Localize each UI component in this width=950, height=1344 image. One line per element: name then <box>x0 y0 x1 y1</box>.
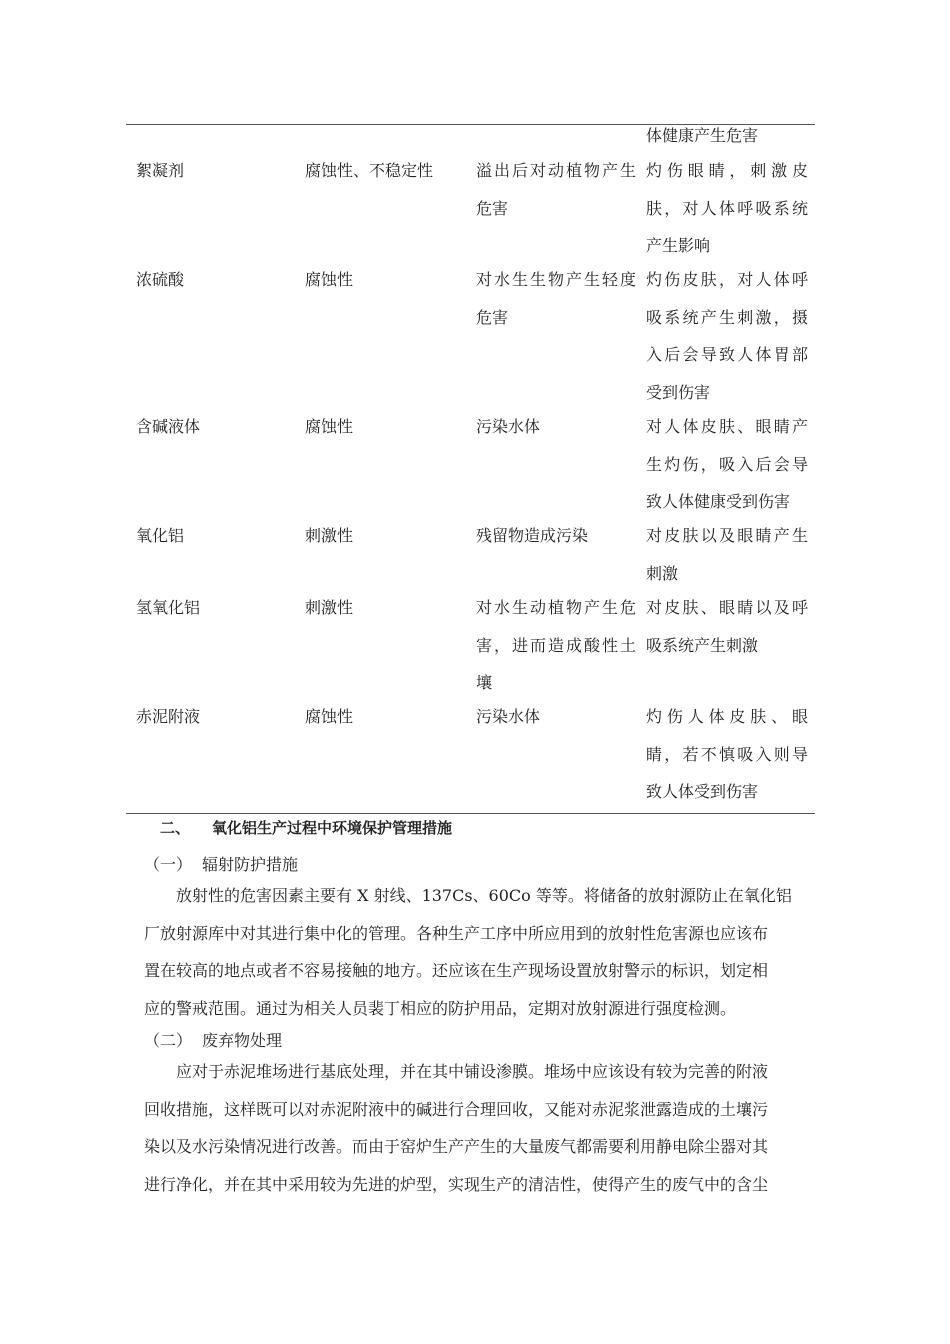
paragraph-waste <box>144 1053 810 1203</box>
subsection-heading: 辐射防护措施 <box>202 855 299 874</box>
paragraph-line: 应对于赤泥堆场进行基底处理，并在其中铺设渗膜。堆场中应该设有较为完善的附液 <box>144 1062 769 1081</box>
paragraph-line: 应的警戒范围。通过为相关人员裴丁相应的防护用品，定期对放射源进行强度检测。 <box>144 998 737 1018</box>
cell-name: 氢氧化铝 <box>136 598 201 617</box>
cell-human: 对皮肤、眼睛以及呼 吸系统产生刺激 <box>646 598 808 655</box>
paragraph-line: 厂放射源库中对其进行集中化的管理。各种生产工序中所应用到的放射性危害源也应该布 <box>144 923 769 943</box>
subsection-number: （二） <box>144 1031 193 1050</box>
paragraph-line: 染以及水污染情况进行改善。而由于窑炉生产产生的大量废气都需要利用静电除尘器对其 <box>144 1137 769 1156</box>
cell-property: 刺激性 <box>305 526 354 545</box>
cell-human: 灼伤眼睛，刺激皮 肤，对人体呼吸系统 产生影响 <box>646 161 808 255</box>
paragraph-line: 放射性的危害因素主要有 X 射线、137Cs、60Co 等等。将储备的放射源防止在氧化铝 <box>144 886 792 905</box>
cell-env: 残留物造成污染 <box>476 526 589 545</box>
subsection-heading: 废弃物处理 <box>202 1031 283 1050</box>
paragraph-line: 进行净化，并在其中采用较为先进的炉型，实现生产的清洁性，使得产生的废气中的含尘 <box>144 1174 769 1194</box>
cell-name: 氧化铝 <box>136 526 185 545</box>
cell-property: 腐蚀性、不稳定性 <box>305 161 434 180</box>
cell-human: 对皮肤以及眼睛产生 刺激 <box>646 526 808 583</box>
subsection-number: （一） <box>144 855 193 874</box>
section-number: 二、 <box>160 819 191 837</box>
cell-human: 对人体皮肤、眼睛产 生灼伤，吸入后会导 致人体健康受到伤害 <box>646 417 808 511</box>
paragraph-radiation <box>144 877 810 1027</box>
cell-property: 腐蚀性 <box>305 417 354 436</box>
cell-env: 溢出后对动植物产生 危害 <box>476 161 636 218</box>
paragraph-line: 回收措施，这样既可以对赤泥附液中的碱进行合理回收，又能对赤泥浆泄露造成的土壤污 <box>144 1099 769 1119</box>
cell-name: 赤泥附液 <box>136 707 201 726</box>
cell-human: 灼伤人体皮肤、眼 睛，若不慎吸入则导 致人体受到伤害 <box>646 707 808 801</box>
cell-name: 浓硫酸 <box>136 270 185 289</box>
cell-property: 刺激性 <box>305 598 354 617</box>
cell-env: 污染水体 <box>476 417 541 436</box>
cell-env: 对水生生物产生轻度 危害 <box>476 270 636 327</box>
section-heading: 氧化铝生产过程中环境保护管理措施 <box>212 819 453 837</box>
cell-env: 对水生动植物产生危 害，进而造成酸性土 壤 <box>476 598 636 692</box>
cell-human: 灼伤皮肤，对人体呼 吸系统产生刺激，摄 入后会导致人体胃部 受到伤害 <box>646 270 808 402</box>
cell-property: 腐蚀性 <box>305 707 354 726</box>
cell-name: 絮凝剂 <box>136 161 185 180</box>
cell-env: 污染水体 <box>476 707 541 726</box>
cell-property: 腐蚀性 <box>305 270 354 289</box>
table-cell-carry-over: 体健康产生危害 <box>646 126 759 145</box>
paragraph-line: 置在较高的地点或者不容易接触的地方。还应该在生产现场设置放射警示的标识，划定相 <box>144 961 769 980</box>
cell-name: 含碱液体 <box>136 417 201 436</box>
